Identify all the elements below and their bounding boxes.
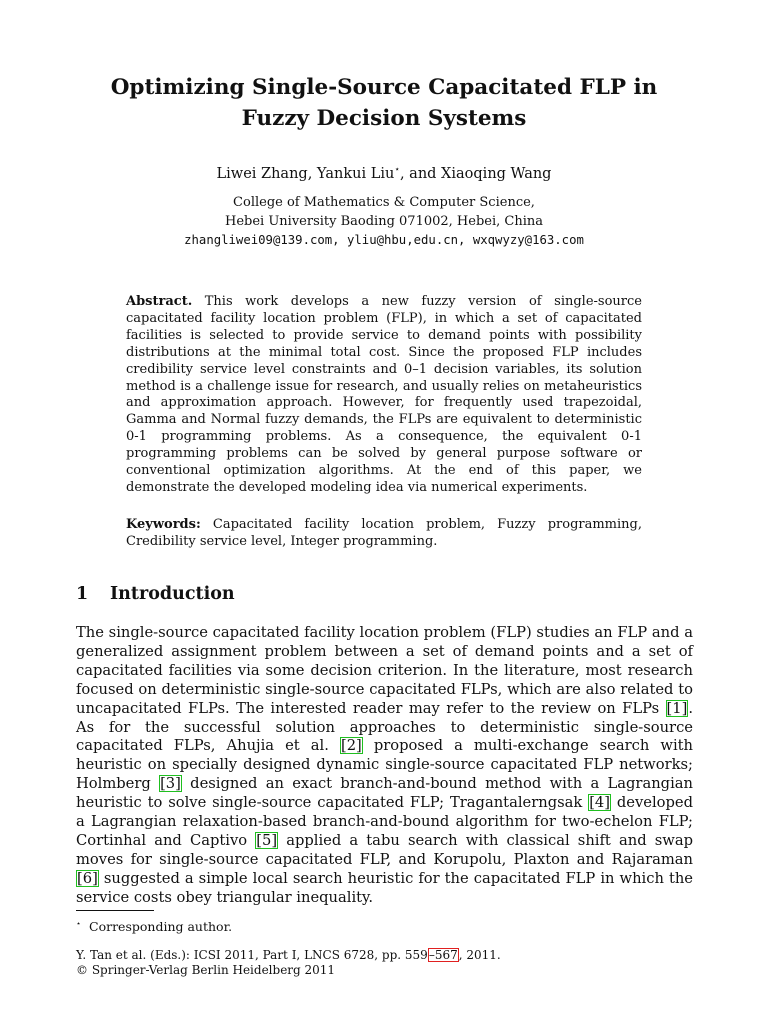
footnote xyxy=(76,915,232,935)
publication-text: Y. Tan et al. (Eds.): ICSI 2011, Part I, LNCS 6728, pp. 559 xyxy=(76,948,428,962)
footnote-rule xyxy=(76,910,154,911)
affiliation-line-2: Hebei University Baoding 071002, Hebei, China xyxy=(225,214,543,229)
intro-text-5: developed a Lagrangian relaxation-based branch-and-bound algorithm for two-echelon FLP; Cortinhal and Captivo xyxy=(76,794,693,849)
intro-text-3: proposed a multi-exchange search with heuristic on specially designed dynamic single-source capacitated FLP networks; Holmberg xyxy=(76,737,694,793)
section-number: 1 xyxy=(76,584,89,604)
author-emails: zhangliwei09@139.com, yliu@hbu,edu.cn, wxqwyzy@163.com xyxy=(184,233,584,247)
citation-link-6[interactable]: [6] xyxy=(77,869,98,887)
page-range-link[interactable]: –567 xyxy=(428,948,458,962)
paper-title xyxy=(60,72,708,134)
intro-text-1: The single-source capacitated facility location problem (FLP) studies an FLP and a generalized assignment problem between a set of demand points and a set of capacitated facilities via some decision criterion. In the literature, most research focused on deterministic single-source capacitated FLPs, which are also related to uncapacitated FLPs. The interested reader may refer to the review on FLPs xyxy=(76,624,693,717)
citation-link-5[interactable]: [5] xyxy=(256,831,278,849)
copyright-line: © Springer-Verlag Berlin Heidelberg 2011 xyxy=(76,962,336,977)
authors-text-1: Liwei Zhang, Yankui Liu xyxy=(216,165,395,182)
abstract-label: Abstract. xyxy=(126,294,193,309)
introduction-paragraph xyxy=(76,624,693,908)
title-line-1: Optimizing Single-Source Capacitated FLP in xyxy=(110,75,658,100)
citation-link-3[interactable]: [3] xyxy=(160,775,181,793)
footnote-text: Corresponding author. xyxy=(89,919,233,935)
intro-text-4: designed an exact branch-and-bound method with a Lagrangian heuristic to solve single-source capacitated FLP; Tragantalerngsak xyxy=(76,775,693,812)
corresponding-author-mark: ⋆ xyxy=(394,165,400,175)
intro-text-2: . As for the successful solution approaches to deterministic single-source capacitated FLPs, Ahujia et al. xyxy=(76,699,693,755)
publication-info xyxy=(76,948,501,977)
affiliation xyxy=(60,193,708,250)
authors-text-2: , and Xiaoqing Wang xyxy=(399,165,552,182)
title-line-2: Fuzzy Decision Systems xyxy=(241,106,527,131)
footnote-mark: ⋆ xyxy=(76,919,82,928)
abstract xyxy=(126,294,642,497)
affiliation-line-1: College of Mathematics & Computer Science, xyxy=(233,195,535,210)
section-heading-introduction xyxy=(76,582,235,606)
citation-link-1[interactable]: [1] xyxy=(666,699,688,717)
abstract-text: This work develops a new fuzzy version of single-source capacitated facility location problem (FLP), in which a set of capacitated facilities is selected to provide service to demand points with possibility distributions at the minimal total cost. Since the proposed FLP includes credibility service level constraints and 0–1 decision variables, its solution method is a challenge issue for research, and usually relies on metaheuristics and approximation approach. However, for frequently used trapezoidal, Gamma and Normal fuzzy demands, the FLPs are equivalent to deterministic 0-1 programming problems. As a consequence, the equivalent 0-1 programming problems can be solved by general purpose software or conventional optimization algorithms. At the end of this paper, we demonstrate the developed modeling idea via numerical experiments. xyxy=(126,294,642,495)
keywords-label: Keywords: xyxy=(126,517,201,532)
keywords-text: Capacitated facility location problem, Fuzzy programming, Credibility service level, Integer programming. xyxy=(126,517,642,549)
intro-text-7: suggested a simple local search heuristic for the capacitated FLP in which the service costs obey triangular inequality. xyxy=(76,869,693,906)
keywords xyxy=(126,516,642,550)
citation-link-2[interactable]: [2] xyxy=(340,737,362,755)
intro-text-6: applied a tabu search with classical shift and swap moves for single-source capacitated FLP, and Korupolu, Plaxton and Rajaraman xyxy=(76,831,693,868)
publication-line-1 xyxy=(76,948,501,963)
author-list xyxy=(60,160,708,184)
publication-year: , 2011. xyxy=(458,948,501,962)
section-title: Introduction xyxy=(110,584,235,604)
citation-link-4[interactable]: [4] xyxy=(589,794,610,812)
